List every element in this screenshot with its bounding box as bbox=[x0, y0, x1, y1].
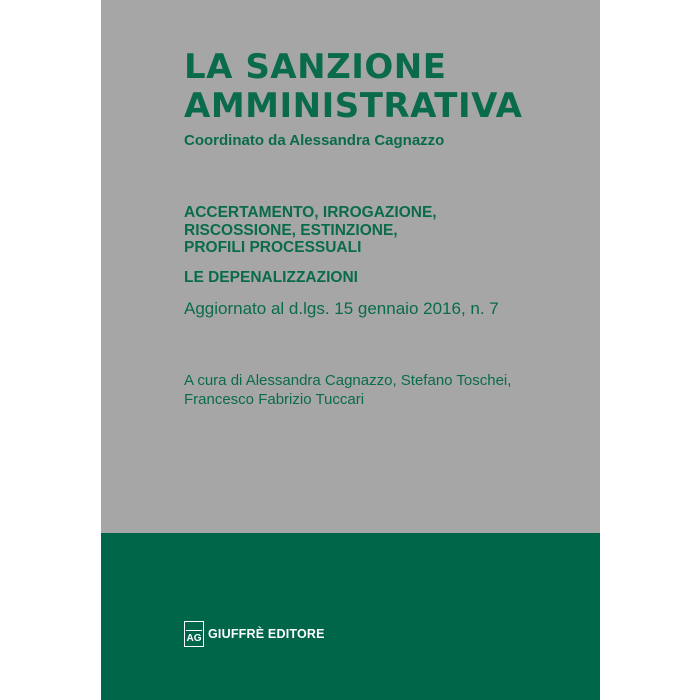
publisher-logo-letters: AG bbox=[186, 633, 202, 644]
publisher-name: GIUFFRÈ EDITORE bbox=[208, 627, 325, 641]
book-title bbox=[184, 48, 522, 126]
title-line-2: AMMINISTRATIVA bbox=[184, 86, 523, 126]
green-band bbox=[101, 533, 600, 700]
subtitle-line-2: RISCOSSIONE, ESTINZIONE, bbox=[184, 221, 398, 239]
subtitle-line-1: ACCERTAMENTO, IRROGAZIONE, bbox=[184, 204, 437, 221]
editors-line-2: Francesco Fabrizio Tuccari bbox=[184, 391, 365, 408]
book-subtitle bbox=[184, 204, 437, 257]
title-line-1: LA SANZIONE bbox=[184, 47, 447, 87]
update-note: Aggiornato al d.lgs. 15 gennaio 2016, n. 7 bbox=[184, 299, 499, 318]
editors-line-1: A cura di Alessandra Cagnazzo, Stefano Toschei, bbox=[184, 372, 512, 389]
book-cover bbox=[101, 0, 600, 700]
editors-credit bbox=[184, 371, 511, 409]
depenalization-heading: LE DEPENALIZZAZIONI bbox=[184, 269, 358, 286]
publisher-mark bbox=[184, 621, 325, 647]
coordinator-credit: Coordinato da Alessandra Cagnazzo bbox=[184, 132, 445, 149]
publisher-logo-icon bbox=[184, 621, 204, 647]
subtitle-line-3: PROFILI PROCESSUALI bbox=[184, 239, 362, 256]
